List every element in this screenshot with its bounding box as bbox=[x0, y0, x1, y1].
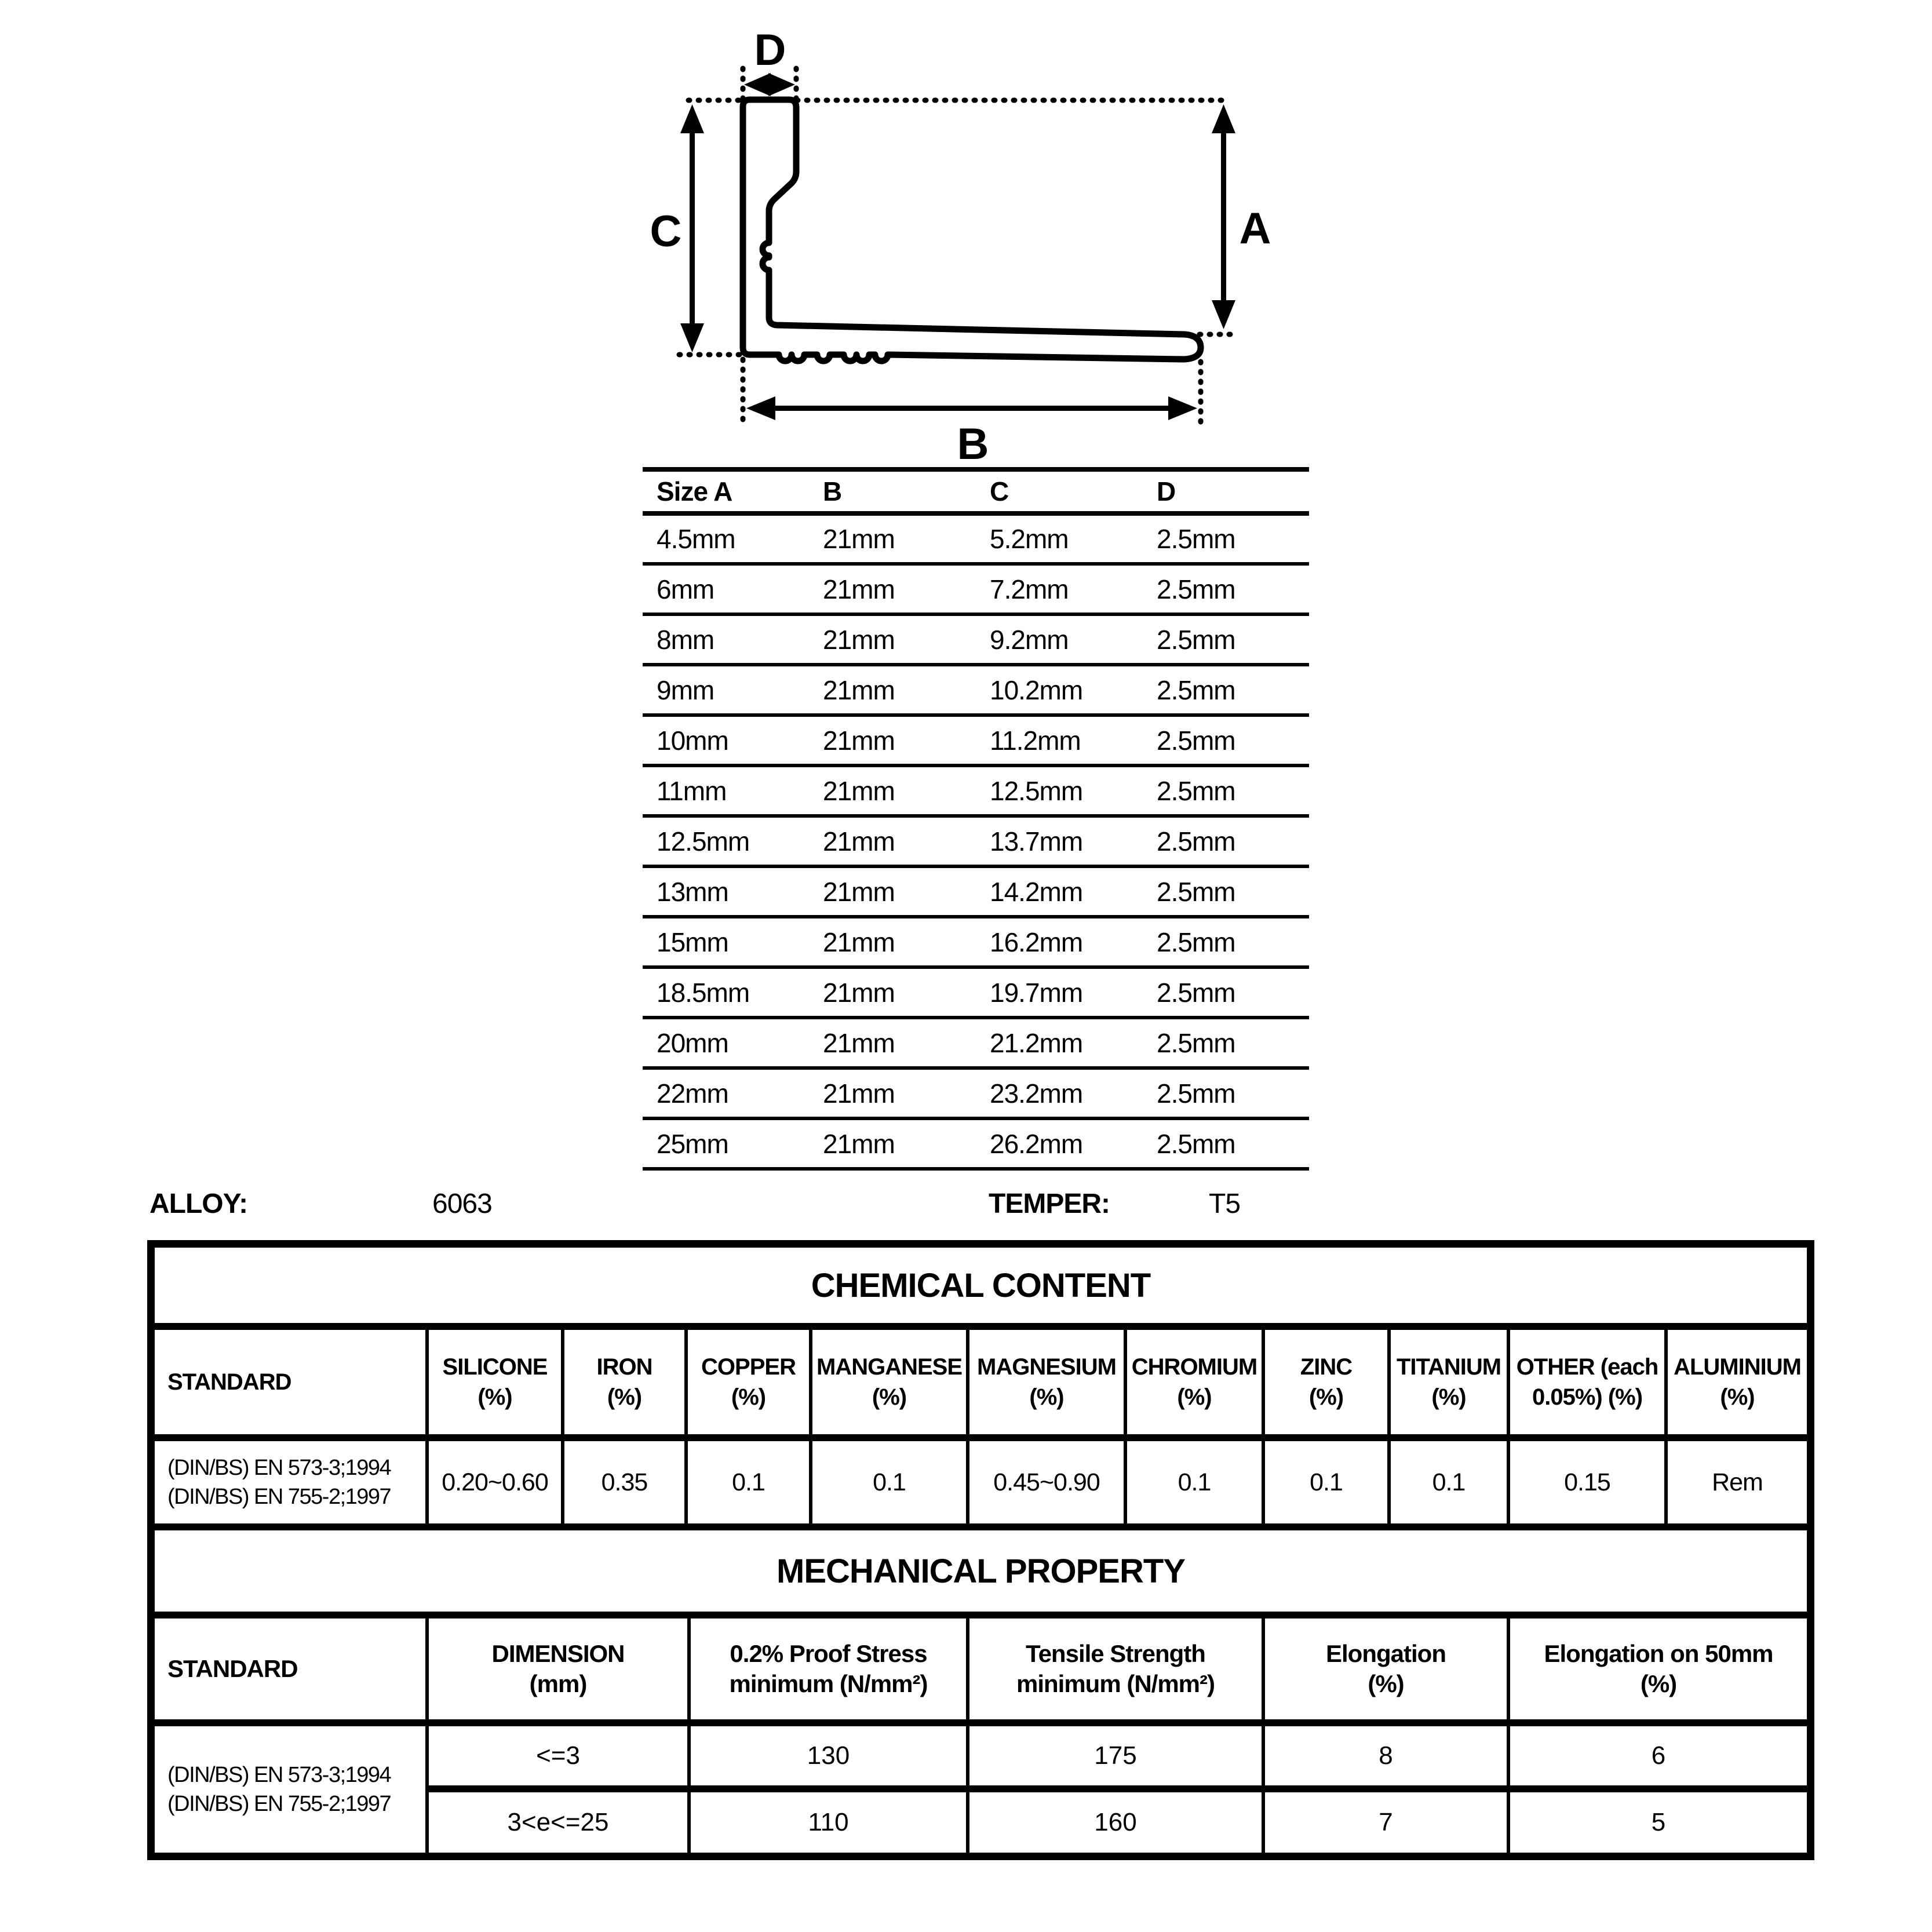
alloy-label: ALLOY: bbox=[150, 1189, 248, 1219]
size-cell-b: 21mm bbox=[823, 977, 895, 1008]
size-cell-a: 18.5mm bbox=[657, 977, 750, 1008]
chemical-value-zinc: 0.1 bbox=[1263, 1438, 1389, 1523]
size-table-row bbox=[643, 1118, 1309, 1169]
size-table-row bbox=[643, 917, 1309, 967]
header-line: ALUMINIUM bbox=[1674, 1354, 1801, 1380]
specification-table bbox=[147, 1240, 1814, 1860]
chemical-value-aluminium: Rem bbox=[1666, 1438, 1807, 1523]
mechanical-data-row-1 bbox=[155, 1723, 1807, 1789]
size-cell-d: 2.5mm bbox=[1157, 675, 1235, 705]
mechanical-header-row bbox=[155, 1618, 1807, 1723]
dimension-arrow-a bbox=[1212, 104, 1235, 329]
size-cell-c: 11.2mm bbox=[990, 725, 1081, 756]
size-table-row bbox=[643, 564, 1309, 614]
size-cell-c: 5.2mm bbox=[990, 524, 1069, 554]
size-cell-d: 2.5mm bbox=[1157, 524, 1235, 554]
size-table-row bbox=[643, 765, 1309, 816]
header-line: 0.2% Proof Stress bbox=[730, 1640, 927, 1667]
mechanical-elongation50-2: 5 bbox=[1508, 1789, 1807, 1853]
size-cell-a: 15mm bbox=[657, 927, 728, 957]
header-unit: (%) bbox=[1029, 1384, 1064, 1410]
size-cell-a: 10mm bbox=[657, 725, 728, 756]
header-line: CHROMIUM bbox=[1131, 1354, 1257, 1380]
chemical-value-chromium: 0.1 bbox=[1125, 1438, 1263, 1523]
header-unit: (%) bbox=[1177, 1384, 1212, 1410]
standard-line: (DIN/BS) EN 573-3;1994 bbox=[167, 1456, 391, 1480]
size-cell-a: 22mm bbox=[657, 1078, 728, 1109]
size-cell-c: 7.2mm bbox=[990, 574, 1069, 604]
mechanical-property-title: MECHANICAL PROPERTY bbox=[155, 1523, 1807, 1618]
header-unit: (%) bbox=[872, 1384, 907, 1410]
size-cell-b: 21mm bbox=[823, 624, 895, 655]
chemical-header-magnesium bbox=[968, 1330, 1125, 1438]
size-header-d: D bbox=[1157, 476, 1176, 506]
temper-label: TEMPER: bbox=[989, 1189, 1110, 1219]
size-cell-c: 19.7mm bbox=[990, 977, 1083, 1008]
mechanical-header-tensile-strength bbox=[968, 1618, 1263, 1723]
mechanical-property-table bbox=[155, 1618, 1807, 1853]
header-unit: (%) bbox=[1720, 1384, 1755, 1410]
size-cell-b: 21mm bbox=[823, 524, 895, 554]
chemical-content-table bbox=[155, 1330, 1807, 1523]
mechanical-dimension-1: <=3 bbox=[427, 1723, 689, 1789]
size-cell-d: 2.5mm bbox=[1157, 826, 1235, 856]
size-table-row bbox=[643, 866, 1309, 917]
chemical-header-aluminium bbox=[1666, 1330, 1807, 1438]
size-table-row bbox=[643, 1018, 1309, 1068]
header-unit: (%) bbox=[1640, 1670, 1677, 1697]
header-line: TITANIUM bbox=[1396, 1354, 1501, 1380]
size-cell-d: 2.5mm bbox=[1157, 977, 1235, 1008]
size-cell-b: 21mm bbox=[823, 574, 895, 604]
chemical-value-magnesium: 0.45~0.90 bbox=[968, 1438, 1125, 1523]
size-table-header-row bbox=[643, 469, 1309, 513]
dimension-label-b: B bbox=[957, 420, 988, 469]
header-line: SILICONE bbox=[442, 1354, 548, 1380]
size-cell-a: 25mm bbox=[657, 1128, 728, 1159]
size-cell-d: 2.5mm bbox=[1157, 1027, 1235, 1058]
chemical-value-manganese: 0.1 bbox=[811, 1438, 968, 1523]
header-line: COPPER bbox=[701, 1354, 796, 1380]
size-header-c: C bbox=[990, 476, 1009, 506]
header-unit: (%) bbox=[477, 1384, 512, 1410]
chemical-header-zinc bbox=[1263, 1330, 1389, 1438]
mechanical-tensile-2: 160 bbox=[968, 1789, 1263, 1853]
size-cell-c: 21.2mm bbox=[990, 1027, 1083, 1058]
mechanical-standard-cell bbox=[155, 1723, 427, 1853]
size-cell-a: 20mm bbox=[657, 1027, 728, 1058]
profile-outline bbox=[743, 100, 1201, 361]
mechanical-elongation50-1: 6 bbox=[1508, 1723, 1807, 1789]
size-cell-a: 13mm bbox=[657, 876, 728, 907]
size-cell-b: 21mm bbox=[823, 725, 895, 756]
chemical-data-row bbox=[155, 1438, 1807, 1523]
dimension-label-c: C bbox=[650, 207, 681, 256]
header-line: MAGNESIUM bbox=[977, 1354, 1116, 1380]
header-line: IRON bbox=[596, 1354, 652, 1380]
header-unit: minimum (N/mm²) bbox=[729, 1670, 928, 1697]
size-cell-b: 21mm bbox=[823, 876, 895, 907]
size-cell-a: 9mm bbox=[657, 675, 715, 705]
chemical-header-iron bbox=[563, 1330, 686, 1438]
dimension-label-d: D bbox=[754, 25, 785, 75]
standard-line: (DIN/BS) EN 755-2;1997 bbox=[167, 1485, 391, 1509]
size-cell-c: 13.7mm bbox=[990, 826, 1083, 856]
size-cell-d: 2.5mm bbox=[1157, 1128, 1235, 1159]
size-cell-a: 8mm bbox=[657, 624, 715, 655]
size-cell-b: 21mm bbox=[823, 1128, 895, 1159]
header-unit: 0.05%) (%) bbox=[1532, 1384, 1643, 1410]
header-line: OTHER (each bbox=[1516, 1354, 1658, 1380]
header-unit: (%) bbox=[1308, 1384, 1344, 1410]
size-cell-b: 21mm bbox=[823, 1027, 895, 1058]
mechanical-elongation-1: 8 bbox=[1263, 1723, 1508, 1789]
chemical-value-silicone: 0.20~0.60 bbox=[427, 1438, 563, 1523]
mechanical-header-elongation-50mm bbox=[1508, 1618, 1807, 1723]
mechanical-dimension-2: 3<e<=25 bbox=[427, 1789, 689, 1853]
size-cell-c: 23.2mm bbox=[990, 1078, 1083, 1109]
header-line: ZINC bbox=[1300, 1354, 1353, 1380]
size-cell-b: 21mm bbox=[823, 826, 895, 856]
chemical-value-iron: 0.35 bbox=[563, 1438, 686, 1523]
chemical-value-other: 0.15 bbox=[1508, 1438, 1666, 1523]
size-cell-d: 2.5mm bbox=[1157, 876, 1235, 907]
dimension-arrow-c bbox=[680, 104, 704, 352]
size-cell-d: 2.5mm bbox=[1157, 624, 1235, 655]
header-line: Elongation on 50mm bbox=[1544, 1640, 1773, 1667]
dimension-label-a: A bbox=[1239, 204, 1270, 253]
dimension-arrow-b bbox=[746, 396, 1197, 420]
alloy-value: 6063 bbox=[432, 1189, 492, 1219]
size-table-row bbox=[643, 816, 1309, 866]
size-header-b: B bbox=[823, 476, 842, 506]
size-cell-d: 2.5mm bbox=[1157, 574, 1235, 604]
chemical-header-manganese bbox=[811, 1330, 968, 1438]
size-cell-c: 16.2mm bbox=[990, 927, 1083, 957]
size-cell-b: 21mm bbox=[823, 675, 895, 705]
size-cell-c: 14.2mm bbox=[990, 876, 1083, 907]
chemical-value-copper: 0.1 bbox=[686, 1438, 811, 1523]
header-line: DIMENSION bbox=[491, 1640, 625, 1667]
chemical-header-titanium bbox=[1389, 1330, 1508, 1438]
size-table-row bbox=[643, 513, 1309, 564]
standard-line: (DIN/BS) EN 573-3;1994 bbox=[167, 1763, 391, 1787]
chemical-header-silicone bbox=[427, 1330, 563, 1438]
chemical-header-other bbox=[1508, 1330, 1666, 1438]
size-cell-b: 21mm bbox=[823, 775, 895, 806]
size-table-row bbox=[643, 1068, 1309, 1118]
size-table-row bbox=[643, 665, 1309, 715]
size-cell-c: 12.5mm bbox=[990, 775, 1083, 806]
chemical-header-row bbox=[155, 1330, 1807, 1438]
header-unit: (%) bbox=[607, 1384, 642, 1410]
chemical-header-copper bbox=[686, 1330, 811, 1438]
size-table-row bbox=[643, 614, 1309, 665]
header-unit: minimum (N/mm²) bbox=[1016, 1670, 1215, 1697]
size-cell-c: 9.2mm bbox=[990, 624, 1069, 655]
dimension-arrow-d bbox=[744, 73, 795, 96]
size-table bbox=[643, 467, 1309, 1171]
size-table-row bbox=[643, 967, 1309, 1018]
size-cell-d: 2.5mm bbox=[1157, 775, 1235, 806]
size-cell-d: 2.5mm bbox=[1157, 725, 1235, 756]
mechanical-header-elongation bbox=[1263, 1618, 1508, 1723]
mechanical-tensile-1: 175 bbox=[968, 1723, 1263, 1789]
size-cell-a: 11mm bbox=[657, 775, 727, 806]
header-line: Elongation bbox=[1326, 1640, 1446, 1667]
mechanical-proof-stress-2: 110 bbox=[689, 1789, 968, 1853]
size-cell-a: 4.5mm bbox=[657, 524, 735, 554]
header-unit: (%) bbox=[731, 1384, 766, 1410]
header-unit: (mm) bbox=[529, 1670, 587, 1697]
size-cell-c: 26.2mm bbox=[990, 1128, 1083, 1159]
chemical-content-title: CHEMICAL CONTENT bbox=[155, 1248, 1807, 1330]
size-cell-d: 2.5mm bbox=[1157, 927, 1235, 957]
header-unit: (%) bbox=[1368, 1670, 1404, 1697]
chemical-header-chromium bbox=[1125, 1330, 1263, 1438]
mechanical-header-proof-stress bbox=[689, 1618, 968, 1723]
chemical-standard-cell bbox=[155, 1438, 427, 1523]
mechanical-proof-stress-1: 130 bbox=[689, 1723, 968, 1789]
size-cell-c: 10.2mm bbox=[990, 675, 1083, 705]
size-table-row bbox=[643, 715, 1309, 765]
size-header-a: Size A bbox=[657, 476, 732, 506]
size-cell-a: 6mm bbox=[657, 574, 715, 604]
size-cell-b: 21mm bbox=[823, 1078, 895, 1109]
chemical-header-standard: STANDARD bbox=[155, 1330, 427, 1438]
header-line: Tensile Strength bbox=[1026, 1640, 1205, 1667]
size-cell-a: 12.5mm bbox=[657, 826, 750, 856]
mechanical-elongation-2: 7 bbox=[1263, 1789, 1508, 1853]
mechanical-header-dimension bbox=[427, 1618, 689, 1723]
temper-value: T5 bbox=[1209, 1189, 1241, 1219]
size-cell-b: 21mm bbox=[823, 927, 895, 957]
standard-line: (DIN/BS) EN 755-2;1997 bbox=[167, 1792, 391, 1816]
size-cell-d: 2.5mm bbox=[1157, 1078, 1235, 1109]
header-unit: (%) bbox=[1431, 1384, 1466, 1410]
chemical-value-titanium: 0.1 bbox=[1389, 1438, 1508, 1523]
header-line: MANGANESE bbox=[816, 1354, 963, 1380]
mechanical-header-standard: STANDARD bbox=[155, 1618, 427, 1723]
